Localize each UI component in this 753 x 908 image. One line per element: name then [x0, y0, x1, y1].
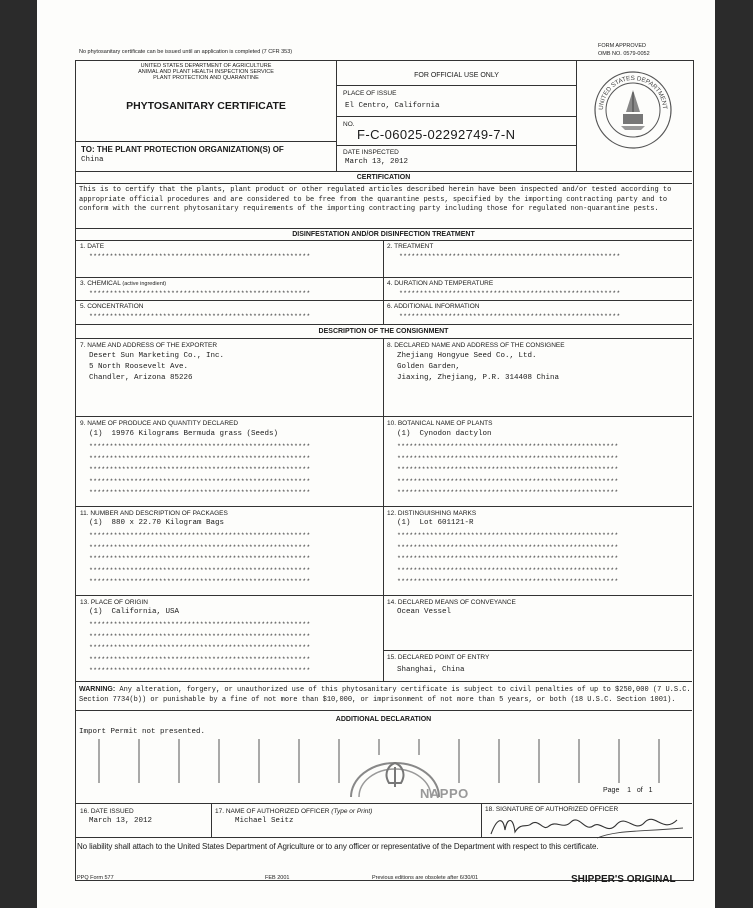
signature-label: 18. SIGNATURE OF AUTHORIZED OFFICER: [485, 806, 619, 813]
marks-stars: ****************************************************** ****************************************************** ****************************************************** ****************************************************** ******************************************************: [397, 532, 619, 585]
officer-signature: [487, 808, 687, 840]
exporter-address: Desert Sun Marketing Co., Inc. 5 North Roosevelt Ave. Chandler, Arizona 85226: [89, 352, 225, 382]
botanical-label: 10. BOTANICAL NAME OF PLANTS: [387, 420, 493, 427]
conveyance-value: Ocean Vessel: [397, 608, 452, 616]
botanical-stars: ****************************************************** ****************************************************** ****************************************************** ****************************************************** ******************************************************: [397, 443, 619, 496]
place-of-issue-value: El Centro, California: [345, 102, 440, 110]
certification-heading: CERTIFICATION: [356, 174, 411, 181]
packages-stars: ****************************************************** ****************************************************** ****************************************************** ****************************************************** ******************************************************: [89, 532, 311, 585]
produce-value: (1) 19976 Kilograms Bermuda grass (Seeds): [89, 430, 279, 438]
treatment-type-stars: ******************************************************: [399, 253, 621, 260]
origin-label: 13. PLACE OF ORIGIN: [80, 599, 148, 606]
conveyance-label: 14. DECLARED MEANS OF CONVEYANCE: [387, 599, 516, 606]
consignment-heading: DESCRIPTION OF THE CONSIGNMENT: [318, 328, 449, 335]
issue-notice: No phytosanitary certificate can be issued until an application is completed (7 CFR 353): [79, 49, 293, 55]
shippers-original: SHIPPER'S ORIGINAL: [571, 874, 676, 885]
officer-name-value: Michael Seitz: [235, 817, 294, 825]
concentration-label: 5. CONCENTRATION: [80, 303, 144, 310]
previous-editions: Previous editions are obsolete after 6/30/01: [372, 875, 479, 881]
usda-seal: [593, 70, 673, 150]
produce-stars: ****************************************************** ****************************************************** ****************************************************** ****************************************************** ******************************************************: [89, 443, 311, 496]
entry-label: 15. DECLARED POINT OF ENTRY: [387, 654, 490, 661]
packages-label: 11. NUMBER AND DESCRIPTION OF PACKAGES: [80, 510, 228, 517]
treatment-date-stars: ******************************************************: [89, 253, 311, 260]
marks-label: 12. DISTINGUISHING MARKS: [387, 510, 477, 517]
official-use: FOR OFFICIAL USE ONLY: [414, 72, 499, 79]
concentration-stars: ******************************************************: [89, 313, 311, 320]
page-counter: Page 1 of 1: [603, 787, 653, 794]
omb-number: OMB NO. 0579-0052: [598, 51, 650, 57]
consignee-label: 8. DECLARED NAME AND ADDRESS OF THE CONSIGNEE: [387, 342, 565, 349]
svg-text:UNITED STATES DEPARTMENT OF AG: UNITED STATES DEPARTMENT: [597, 74, 669, 111]
additional-info-label: 6. ADDITIONAL INFORMATION: [387, 303, 480, 310]
form-approved: FORM APPROVED: [598, 43, 646, 49]
exporter-label: 7. NAME AND ADDRESS OF THE EXPORTER: [80, 342, 218, 349]
entry-value: Shanghai, China: [397, 666, 465, 674]
cert-no-label: NO.: [343, 121, 355, 128]
cert-number: F-C-06025-02292749-7-N: [357, 127, 516, 142]
botanical-value: (1) Cynodon dactylon: [397, 430, 492, 438]
additional-info-stars: ******************************************************: [399, 313, 621, 320]
to-organization-label: TO: THE PLANT PROTECTION ORGANIZATION(S) OF: [81, 145, 284, 154]
certification-text: This is to certify that the plants, plant product or other regulated articles described herein have been inspected and/or tested according to appropriate official procedures and are considered to be free from the quarantine pests, specified by the importing contracting party and to conform with the current phytosanitary requirements of the importing contracting party including those for regulated non-quarantine pests.: [79, 186, 672, 214]
warning-text: WARNING: Any alteration, forgery, or unauthorized use of this phytosanitary certificate is subject to civil penalties of up to $250,000 (7 U.S.C. Section 7734(b)) or punishable by a fine of not more than $10,000, or imprisonment of not more than 5 years, or both (18 U.S.C. Section 1001).: [79, 686, 691, 704]
agency-header: UNITED STATES DEPARTMENT OF AGRICULTURE ANIMAL AND PLANT HEALTH INSPECTION SERVICE PLANT PROTECTION AND QUARANTINE: [138, 63, 274, 81]
treatment-heading: DISINFESTATION AND/OR DISINFECTION TREATMENT: [292, 231, 475, 238]
chemical-label: 3. CHEMICAL (active ingredient): [80, 280, 167, 287]
additional-declaration-heading: ADDITIONAL DECLARATION: [335, 716, 432, 723]
treatment-date-label: 1. DATE: [80, 243, 105, 250]
consignee-address: Zhejiang Hongyue Seed Co., Ltd. Golden Garden, Jiaxing, Zhejiang, P.R. 314408 China: [397, 352, 560, 382]
chemical-stars: ******************************************************: [89, 290, 311, 297]
duration-label: 4. DURATION AND TEMPERATURE: [387, 280, 494, 287]
nappo-text: NAPPO: [420, 786, 469, 801]
origin-value: (1) California, USA: [89, 608, 180, 616]
form-date: FEB 2001: [265, 875, 290, 881]
date-issued-value: March 13, 2012: [89, 817, 153, 825]
place-of-issue-label: PLACE OF ISSUE: [343, 90, 397, 97]
date-inspected-value: March 13, 2012: [345, 158, 409, 166]
form-number: PPQ Form 577: [77, 875, 114, 881]
produce-label: 9. NAME OF PRODUCE AND QUANTITY DECLARED: [80, 420, 239, 427]
certificate-title: PHYTOSANITARY CERTIFICATE: [126, 100, 286, 112]
officer-name-label: 17. NAME OF AUTHORIZED OFFICER (Type or Print): [215, 808, 373, 815]
certificate-page: [37, 0, 715, 908]
liability-statement: No liability shall attach to the United States Department of Agriculture or to any officer or representative of the Department with respect to this certificate.: [77, 842, 599, 851]
origin-stars: ****************************************************** ****************************************************** ****************************************************** ****************************************************** ******************************************************: [89, 621, 311, 674]
date-issued-label: 16. DATE ISSUED: [80, 808, 134, 815]
treatment-type-label: 2. TREATMENT: [387, 243, 434, 250]
packages-value: (1) 880 x 22.70 Kilogram Bags: [89, 519, 225, 527]
duration-stars: ******************************************************: [399, 290, 621, 297]
additional-declaration-text: Import Permit not presented.: [79, 728, 206, 736]
to-organization-value: China: [81, 156, 104, 164]
date-inspected-label: DATE INSPECTED: [343, 149, 399, 156]
marks-value: (1) Lot 601121-R: [397, 519, 474, 527]
